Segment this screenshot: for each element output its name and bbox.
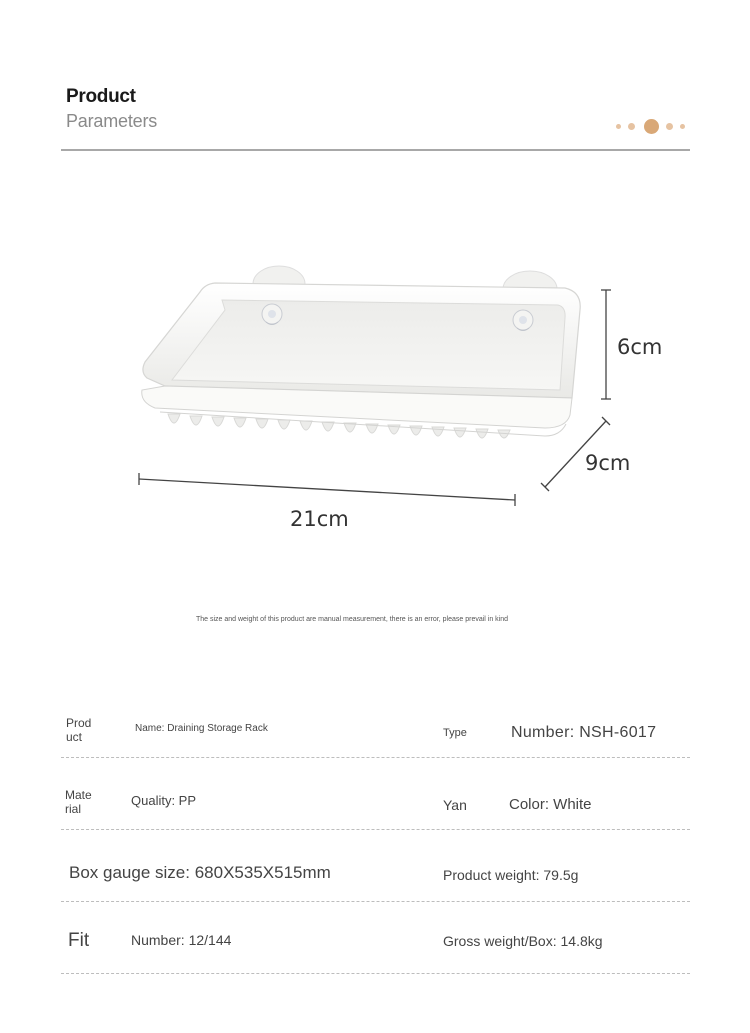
box-size-label: Box gauge size:: [69, 863, 190, 882]
spec-color-label: Yan: [443, 797, 467, 813]
height-dimension-line: [601, 290, 611, 399]
measurement-note: The size and weight of this product are manual measurement, there is an error, please prevail in kind: [195, 616, 509, 623]
product-weight-value: 79.5g: [543, 867, 579, 883]
spec-gross-weight: [443, 933, 603, 949]
row-divider: [61, 829, 690, 831]
rack-inner: [172, 300, 565, 390]
box-size-value: 680X535X515mm: [194, 863, 331, 882]
product-weight-label: Product weight:: [443, 867, 540, 883]
page-title: Product: [66, 86, 136, 107]
row-divider: [61, 973, 690, 975]
spec-material-quality: Quality: PP: [131, 793, 197, 808]
spec-fit-number: Number: 12/144: [131, 932, 232, 948]
spec-product-weight: [443, 867, 578, 883]
spec-type-label: Type: [443, 727, 467, 739]
spec-product-label: [66, 716, 91, 744]
label-line: Mate: [65, 788, 92, 802]
row-divider: [61, 757, 690, 759]
page-subtitle: Parameters: [66, 111, 158, 131]
spec-material-label: [65, 788, 92, 816]
depth-label: 9cm: [585, 451, 631, 475]
row-divider: [61, 901, 690, 903]
height-label: 6cm: [617, 335, 663, 359]
spec-type-number: Number: NSH-6017: [511, 724, 657, 741]
spec-box-size: [69, 863, 331, 883]
width-label: 21cm: [290, 507, 349, 531]
label-line: Prod: [66, 716, 92, 730]
spec-product-name: Name: Draining Storage Rack: [135, 723, 268, 734]
spec-color-value: Color: White: [509, 796, 592, 813]
spec-fit-label: Fit: [68, 930, 90, 951]
label-line: uct: [66, 730, 83, 744]
suction-screw: [262, 304, 282, 325]
label-line: rial: [65, 802, 82, 816]
width-dimension-line: [139, 473, 515, 506]
suction-screw: [513, 310, 533, 331]
gross-weight-value: 14.8kg: [560, 933, 603, 949]
gross-weight-label: Gross weight/Box:: [443, 933, 557, 949]
